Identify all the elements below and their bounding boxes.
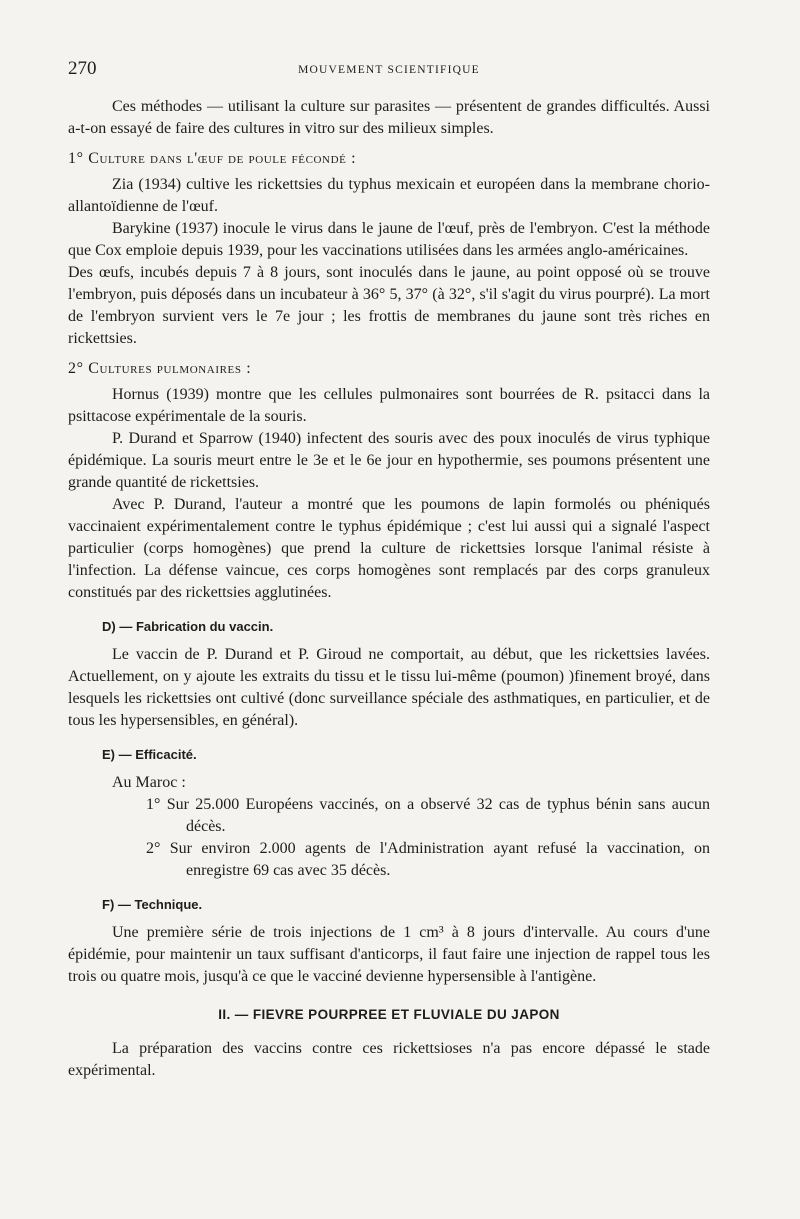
- paragraph: P. Durand et Sparrow (1940) infectent des souris avec des poux inoculés de virus typhique épidémique. La souris meurt entre le 3e et le 6e jour en hypothermie, ses poumons présentent une grande quantité de rickettsies.: [68, 430, 710, 491]
- paragraph: Des œufs, incubés depuis 7 à 8 jours, sont inoculés dans le jaune, au point opposé où se trouve l'embryon, puis déposés dans un incubateur à 36° 5, 37° (à 32°, s'il s'agit du virus pourpré). La mort de l'embryon survient vers le 7e jour ; les frottis de membranes du jaune sont très riches en rickettsies.: [68, 264, 710, 347]
- paragraph: Avec P. Durand, l'auteur a montré que les poumons de lapin formolés ou phéniqués vaccinaient expérimentalement contre le typhus épidémique ; c'est lui aussi qui a signalé l'aspect particulier (corps homogènes) que prend la culture de rickettsies lorsque l'animal résiste à l'infection. La défense vaincue, ces corps homogènes sont remplacés par des corps granuleux constitués par des rickettsies agglutinées.: [68, 496, 710, 601]
- section-heading-2: 2° Cultures pulmonaires :: [68, 360, 252, 377]
- section-heading-f: F) — Technique.: [102, 897, 203, 912]
- efficacy-list: [68, 794, 710, 882]
- section-heading-d: D) — Fabrication du vaccin.: [102, 619, 274, 634]
- body-text: [68, 96, 710, 1082]
- page-number: 270: [68, 58, 97, 79]
- document-page: [68, 56, 710, 1082]
- paragraph: Zia (1934) cultive les rickettsies du typhus mexicain et européen dans la membrane chorio-allantoïdienne de l'œuf.: [68, 176, 710, 215]
- paragraph: La préparation des vaccins contre ces rickettsioses n'a pas encore dépassé le stade expérimental.: [68, 1040, 710, 1079]
- intro-paragraph: Ces méthodes — utilisant la culture sur parasites — présentent de grandes difficultés. Aussi a-t-on essayé de faire des cultures in vitro sur des milieux simples.: [68, 98, 710, 137]
- list-item: 2° Sur environ 2.000 agents de l'Administration ayant refusé la vaccination, on enregistre 69 cas avec 35 décès.: [146, 840, 710, 879]
- paragraph: Le vaccin de P. Durand et P. Giroud ne comportait, au début, que les rickettsies lavées. Actuellement, on y ajoute les extraits du tissu et le tissu lui-même (poumon) )finement broyé, dans lesquels les rickettsies ont cultivé (donc surveillance spéciale des asthmatiques, en particulier, et de tous les hypersensibles, en général).: [68, 646, 710, 729]
- lead-line: Au Maroc :: [112, 774, 186, 791]
- running-title: MOUVEMENT SCIENTIFIQUE: [298, 64, 480, 76]
- paragraph: Barykine (1937) inocule le virus dans le jaune de l'œuf, près de l'embryon. C'est la méthode que Cox emploie depuis 1939, pour les vaccinations utilisées dans les armées anglo-américaines.: [68, 220, 710, 259]
- section-heading-1: 1° Culture dans l'œuf de poule fécondé :: [68, 150, 357, 167]
- list-item: 1° Sur 25.000 Européens vaccinés, on a observé 32 cas de typhus bénin sans aucun décès.: [146, 796, 710, 835]
- part-title: II. — FIEVRE POURPREE ET FLUVIALE DU JAPON: [218, 1007, 560, 1022]
- running-head: [68, 56, 710, 86]
- paragraph: Hornus (1939) montre que les cellules pulmonaires sont bourrées de R. psitacci dans la psittacose expérimentale de la souris.: [68, 386, 710, 425]
- section-heading-e: E) — Efficacité.: [102, 747, 197, 762]
- paragraph: Une première série de trois injections de 1 cm³ à 8 jours d'intervalle. Au cours d'une épidémie, pour maintenir un taux suffisant d'anticorps, il faut faire une injection de rappel tous les trois ou quatre mois, jusqu'à ce que le vacciné devienne hypersensible à l'antigène.: [68, 924, 710, 985]
